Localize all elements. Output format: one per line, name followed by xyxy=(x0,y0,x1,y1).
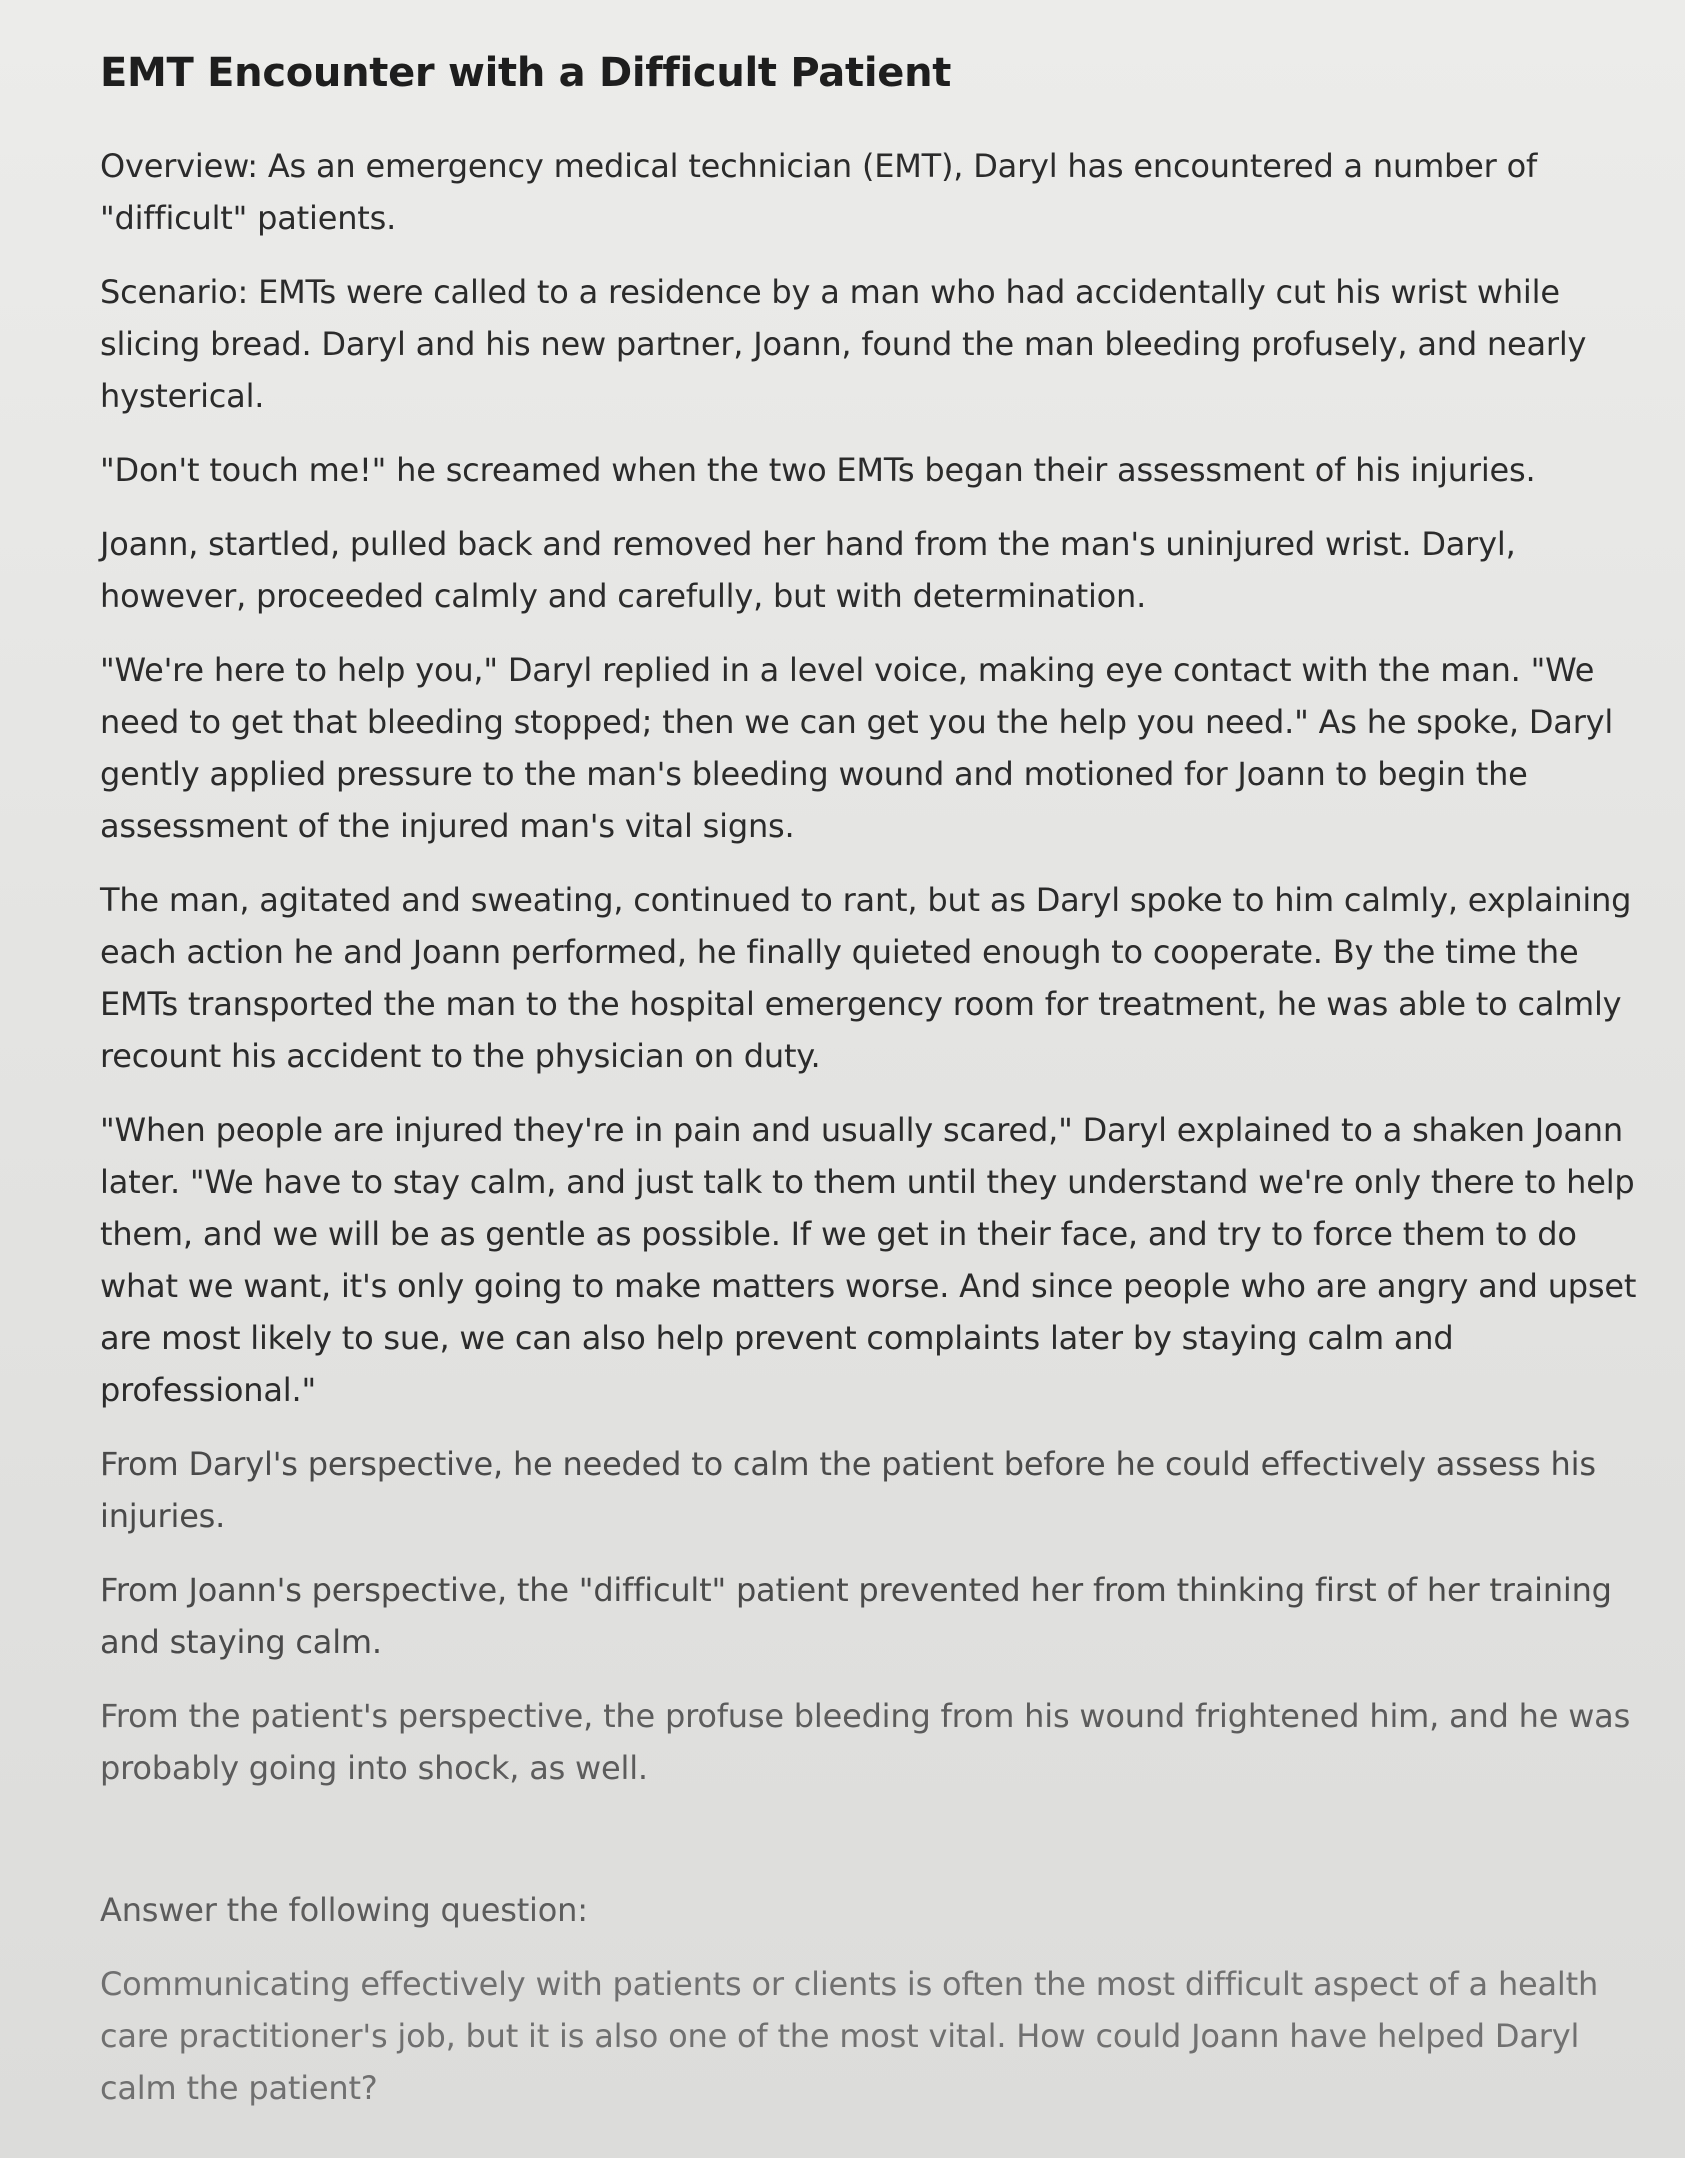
question-heading: Answer the following question: xyxy=(100,1891,588,1929)
daryl-perspective-paragraph: From Daryl's perspective, he needed to calm the patient before he could effectively assess his injuries. xyxy=(100,1445,1596,1535)
question-text: Communicating effectively with patients or clients is often the most difficult aspect of a health care practitioner's job, but it is also one of the most vital. How could Joann have helped Daryl calm the patient? xyxy=(100,1965,1599,2107)
patient-perspective-paragraph: From the patient's perspective, the profuse bleeding from his wound frightened him, and he was probably going into shock, as well. xyxy=(100,1697,1631,1787)
document xyxy=(100,40,1645,2136)
document-title: EMT Encounter with a Difficult Patient xyxy=(100,50,952,96)
daryl-reply-paragraph: "We're here to help you," Daryl replied in a level voice, making eye contact with the man. "We need to get that bleeding stopped; then we can get you the help you need." As he spoke, Daryl gently applied pressure to the man's bleeding wound and motioned for Joann to begin the assessment of the injured man's vital signs. xyxy=(100,651,1614,845)
scenario-text: EMTs were called to a residence by a man who had accidentally cut his wrist while slicing bread. Daryl and his new partner, Joann, found the man bleeding profusely, and nearly hysterical. xyxy=(100,273,1587,415)
joann-reaction-paragraph: Joann, startled, pulled back and removed her hand from the man's uninjured wrist. Daryl, however, proceeded calmly and carefully, but with determination. xyxy=(100,525,1516,615)
overview-label: Overview: xyxy=(100,147,258,185)
joann-perspective-paragraph: From Joann's perspective, the "difficult" patient prevented her from thinking first of her training and staying calm. xyxy=(100,1571,1612,1661)
overview-paragraph xyxy=(100,140,1645,244)
outcome-paragraph: The man, agitated and sweating, continued to rant, but as Daryl spoke to him calmly, explaining each action he and Joann performed, he finally quieted enough to cooperate. By the time the EMTs transported the man to the hospital emergency room for treatment, he was able to calmly recount his accident to the physician on duty. xyxy=(100,881,1632,1075)
scenario-label: Scenario: xyxy=(100,273,249,311)
daryl-explanation-paragraph: "When people are injured they're in pain and usually scared," Daryl explained to a shaken Joann later. "We have to stay calm, and just talk to them until they understand we're only there to help them, and we will be as gentle as possible. If we get in their face, and try to force them to do what we want, it's only going to make matters worse. And since people who are angry and upset are most likely to sue, we can also help prevent complaints later by staying calm and professional." xyxy=(100,1111,1637,1409)
scenario-paragraph xyxy=(100,266,1645,422)
quote-paragraph: "Don't touch me!" he screamed when the two EMTs began their assessment of his injuries. xyxy=(100,451,1536,489)
overview-text: As an emergency medical technician (EMT), Daryl has encountered a number of "difficult" patients. xyxy=(100,147,1538,237)
